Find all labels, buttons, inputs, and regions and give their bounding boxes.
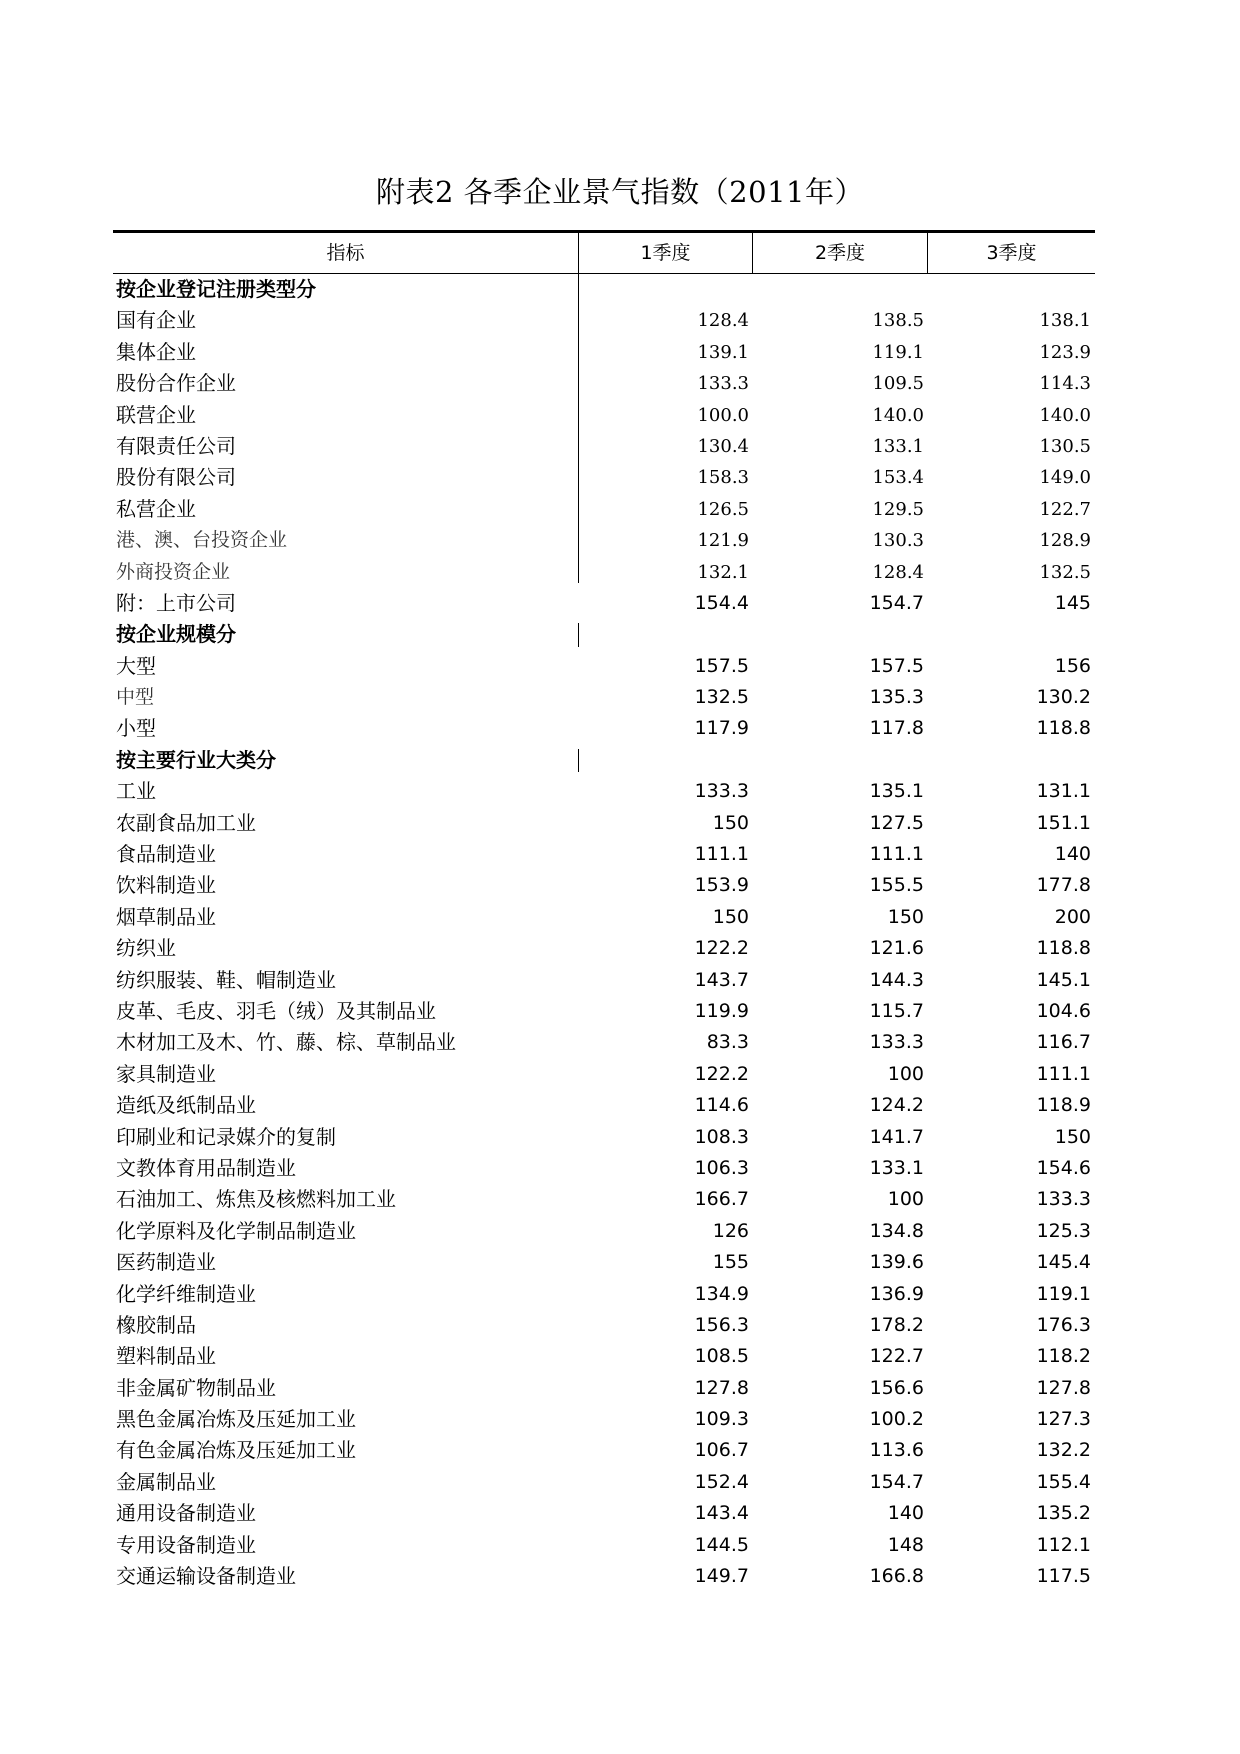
cell-q1: 154.4 — [694, 591, 749, 614]
column-divider — [578, 749, 579, 772]
cell-q3: 145 — [1054, 591, 1091, 614]
row-label: 家具制造业 — [116, 1061, 216, 1086]
cell-q1: 109.3 — [694, 1408, 749, 1431]
table-row — [113, 1435, 1095, 1466]
cell-q3: 140 — [1054, 843, 1091, 866]
cell-q3: 111.1 — [1036, 1062, 1091, 1085]
table-row — [113, 1153, 1095, 1184]
row-label: 有色金属冶炼及压延加工业 — [116, 1438, 356, 1463]
cell-q1: 134.9 — [694, 1282, 749, 1305]
cell-q1: 158.3 — [697, 467, 749, 489]
cell-q1: 108.5 — [694, 1345, 749, 1368]
row-label: 港、澳、台投资企业 — [116, 529, 288, 552]
table-row — [113, 651, 1095, 682]
cell-q1: 117.9 — [694, 717, 749, 740]
row-label: 工业 — [116, 779, 156, 804]
cell-q3: 130.5 — [1039, 435, 1091, 457]
row-label: 医药制造业 — [116, 1250, 216, 1275]
cell-q1: 106.3 — [694, 1156, 749, 1179]
cell-q2 — [757, 619, 924, 650]
cell-q1: 122.2 — [694, 1062, 749, 1085]
cell-q1: 149.7 — [694, 1565, 749, 1588]
row-label: 化学纤维制造业 — [116, 1281, 256, 1306]
table-row — [113, 965, 1095, 996]
section-row — [113, 745, 1095, 776]
table-row — [113, 557, 1095, 588]
cell-q2: 122.7 — [869, 1345, 924, 1368]
table-row — [113, 1561, 1095, 1592]
header-q2: 2季度 — [814, 242, 866, 264]
table-row — [113, 525, 1095, 556]
cell-q1: 111.1 — [694, 843, 749, 866]
table-row — [113, 1310, 1095, 1341]
cell-q1: 100.0 — [697, 404, 749, 426]
cell-q3: 145.1 — [1036, 968, 1091, 991]
section-row — [113, 619, 1095, 650]
row-label: 金属制品业 — [116, 1469, 216, 1494]
row-label: 化学原料及化学制品制造业 — [116, 1218, 356, 1243]
section-label: 按企业登记注册类型分 — [116, 277, 316, 301]
row-label: 食品制造业 — [116, 842, 216, 867]
cell-q2: 111.1 — [869, 843, 924, 866]
cell-q2: 133.1 — [872, 435, 924, 457]
table-row — [113, 431, 1095, 462]
table-row — [113, 1027, 1095, 1058]
cell-q2: 127.5 — [869, 811, 924, 834]
row-label: 外商投资企业 — [116, 560, 231, 583]
cell-q1: 143.4 — [694, 1502, 749, 1525]
cell-q2: 136.9 — [869, 1282, 924, 1305]
table-row — [113, 1404, 1095, 1435]
row-label: 造纸及纸制品业 — [116, 1093, 256, 1118]
section-label: 按主要行业大类分 — [116, 747, 276, 772]
cell-q2 — [757, 745, 924, 776]
cell-q2: 139.6 — [869, 1251, 924, 1274]
row-label: 专用设备制造业 — [116, 1532, 256, 1557]
row-label: 印刷业和记录媒介的复制 — [116, 1124, 336, 1149]
cell-q1: 121.9 — [697, 530, 749, 552]
cell-q3: 130.2 — [1036, 686, 1091, 709]
table-row — [113, 1090, 1095, 1121]
cell-q1: 126 — [712, 1219, 749, 1242]
cell-q2: 140.0 — [872, 404, 924, 426]
cell-q2: 100 — [887, 1188, 924, 1211]
cell-q3: 200 — [1054, 905, 1091, 928]
table-row — [113, 1216, 1095, 1247]
cell-q1: 114.6 — [694, 1094, 749, 1117]
cell-q1: 150 — [712, 905, 749, 928]
row-label: 国有企业 — [116, 308, 196, 333]
cell-q1: 133.3 — [697, 373, 749, 395]
row-label: 塑料制品业 — [116, 1344, 216, 1369]
cell-q3: 118.9 — [1036, 1094, 1091, 1117]
cell-q1: 150 — [712, 811, 749, 834]
row-label: 股份合作企业 — [116, 371, 236, 396]
table-row — [113, 682, 1095, 713]
row-label: 文教体育用品制造业 — [116, 1155, 296, 1180]
cell-q1: 128.4 — [697, 310, 749, 332]
section-row — [113, 274, 1095, 305]
cell-q3: 118.8 — [1036, 717, 1091, 740]
table-row — [113, 588, 1095, 619]
cell-q3: 119.1 — [1036, 1282, 1091, 1305]
cell-q3: 118.8 — [1036, 937, 1091, 960]
cell-q3: 128.9 — [1039, 530, 1091, 552]
row-label: 黑色金属冶炼及压延加工业 — [116, 1407, 356, 1432]
cell-q1: 126.5 — [697, 498, 749, 520]
cell-q3: 114.3 — [1039, 373, 1091, 395]
cell-q1: 152.4 — [694, 1470, 749, 1493]
cell-q2: 140 — [887, 1502, 924, 1525]
cell-q2: 119.1 — [872, 341, 924, 363]
cell-q1: 106.7 — [694, 1439, 749, 1462]
cell-q3: 156 — [1054, 654, 1091, 677]
cell-q2: 117.8 — [869, 717, 924, 740]
cell-q2: 156.6 — [869, 1376, 924, 1399]
cell-q2: 153.4 — [872, 467, 924, 489]
cell-q1 — [583, 745, 749, 776]
row-label: 附：上市公司 — [116, 590, 236, 615]
cell-q2: 133.1 — [869, 1156, 924, 1179]
table-row — [113, 1279, 1095, 1310]
cell-q3: 155.4 — [1036, 1470, 1091, 1493]
table-row — [113, 494, 1095, 525]
cell-q3: 123.9 — [1039, 341, 1091, 363]
cell-q2 — [757, 274, 924, 305]
table-body — [113, 274, 1095, 1592]
cell-q3 — [931, 745, 1091, 776]
cell-q2: 138.5 — [872, 310, 924, 332]
header-q3: 3季度 — [986, 242, 1037, 264]
cell-q2: 135.1 — [869, 780, 924, 803]
row-label: 小型 — [116, 716, 156, 741]
cell-q2: 129.5 — [872, 498, 924, 520]
cell-q1: 132.5 — [694, 686, 749, 709]
cell-q3: 149.0 — [1039, 467, 1091, 489]
cell-q1: 119.9 — [694, 999, 749, 1022]
cell-q1: 143.7 — [694, 968, 749, 991]
table-header — [113, 233, 1095, 274]
row-label: 饮料制造业 — [116, 873, 216, 898]
cell-q1: 144.5 — [694, 1533, 749, 1556]
cell-q3: 125.3 — [1036, 1219, 1091, 1242]
cell-q2: 133.3 — [869, 1031, 924, 1054]
cell-q2: 148 — [887, 1533, 924, 1556]
cell-q3 — [931, 274, 1091, 305]
cell-q1: 153.9 — [694, 874, 749, 897]
header-indicator: 指标 — [326, 242, 365, 264]
table-row — [113, 1530, 1095, 1561]
cell-q1: 166.7 — [694, 1188, 749, 1211]
table-row — [113, 400, 1095, 431]
cell-q2: 130.3 — [872, 530, 924, 552]
cell-q1: 157.5 — [694, 654, 749, 677]
cell-q2: 154.7 — [869, 591, 924, 614]
cell-q2: 178.2 — [869, 1313, 924, 1336]
cell-q1: 156.3 — [694, 1313, 749, 1336]
cell-q3: 131.1 — [1036, 780, 1091, 803]
cell-q1: 133.3 — [694, 780, 749, 803]
table-row — [113, 1498, 1095, 1529]
page-title: 附表2 各季企业景气指数（2011年） — [376, 175, 864, 209]
table-row — [113, 1184, 1095, 1215]
cell-q3: 132.2 — [1036, 1439, 1091, 1462]
cell-q3: 151.1 — [1036, 811, 1091, 834]
cell-q2: 113.6 — [869, 1439, 924, 1462]
cell-q1: 83.3 — [706, 1031, 749, 1054]
header-q1: 1季度 — [640, 242, 691, 264]
cell-q2: 109.5 — [872, 373, 924, 395]
cell-q2: 144.3 — [869, 968, 924, 991]
cell-q3: 135.2 — [1036, 1502, 1091, 1525]
row-label: 皮革、毛皮、羽毛（绒）及其制品业 — [116, 998, 436, 1023]
table-row — [113, 1373, 1095, 1404]
cell-q3: 116.7 — [1036, 1031, 1091, 1054]
cell-q3: 140.0 — [1039, 404, 1091, 426]
cell-q2: 124.2 — [869, 1094, 924, 1117]
cell-q1 — [583, 619, 749, 650]
row-label: 联营企业 — [116, 402, 196, 427]
row-label: 纺织服装、鞋、帽制造业 — [116, 967, 336, 992]
table-row — [113, 1059, 1095, 1090]
table-row — [113, 1122, 1095, 1153]
table-row — [113, 713, 1095, 744]
row-label: 私营企业 — [116, 496, 196, 521]
row-label: 农副食品加工业 — [116, 810, 256, 835]
cell-q2: 150 — [887, 905, 924, 928]
cell-q2: 115.7 — [869, 999, 924, 1022]
table-row — [113, 337, 1095, 368]
cell-q3: 154.6 — [1036, 1156, 1091, 1179]
cell-q3: 145.4 — [1036, 1251, 1091, 1274]
cell-q1: 139.1 — [697, 341, 749, 363]
row-label: 中型 — [116, 686, 155, 709]
cell-q3: 150 — [1054, 1125, 1091, 1148]
row-label: 石油加工、炼焦及核燃料加工业 — [116, 1187, 396, 1212]
cell-q3: 112.1 — [1036, 1533, 1091, 1556]
cell-q1: 130.4 — [697, 435, 749, 457]
row-label: 交通运输设备制造业 — [116, 1564, 296, 1589]
cell-q1: 127.8 — [694, 1376, 749, 1399]
table-row — [113, 1341, 1095, 1372]
row-label: 橡胶制品 — [116, 1312, 196, 1337]
row-label: 非金属矿物制品业 — [116, 1375, 276, 1400]
row-label: 股份有限公司 — [116, 465, 236, 490]
table-row — [113, 933, 1095, 964]
cell-q1: 132.1 — [697, 561, 749, 583]
cell-q3: 127.8 — [1036, 1376, 1091, 1399]
table-row — [113, 808, 1095, 839]
cell-q2: 128.4 — [872, 561, 924, 583]
row-label: 烟草制品业 — [116, 904, 216, 929]
cell-q2: 121.6 — [869, 937, 924, 960]
row-label: 通用设备制造业 — [116, 1501, 256, 1526]
cell-q3: 127.3 — [1036, 1408, 1091, 1431]
table-row — [113, 1467, 1095, 1498]
table-row — [113, 368, 1095, 399]
table-row — [113, 305, 1095, 336]
cell-q3: 133.3 — [1036, 1188, 1091, 1211]
cell-q3 — [931, 619, 1091, 650]
cell-q2: 157.5 — [869, 654, 924, 677]
index-table — [113, 230, 1095, 1592]
cell-q2: 155.5 — [869, 874, 924, 897]
cell-q2: 135.3 — [869, 686, 924, 709]
row-label: 木材加工及木、竹、藤、棕、草制品业 — [116, 1030, 456, 1055]
cell-q3: 122.7 — [1039, 498, 1091, 520]
table-row — [113, 870, 1095, 901]
cell-q2: 100.2 — [869, 1408, 924, 1431]
cell-q2: 134.8 — [869, 1219, 924, 1242]
row-label: 纺织业 — [116, 936, 176, 961]
table-row — [113, 839, 1095, 870]
cell-q1 — [583, 274, 749, 305]
column-divider — [578, 623, 579, 646]
column-divider — [578, 274, 579, 583]
cell-q1: 122.2 — [694, 937, 749, 960]
cell-q3: 138.1 — [1039, 310, 1091, 332]
table-row — [113, 1247, 1095, 1278]
cell-q3: 176.3 — [1036, 1313, 1091, 1336]
cell-q1: 155 — [712, 1251, 749, 1274]
cell-q2: 166.8 — [869, 1565, 924, 1588]
cell-q2: 100 — [887, 1062, 924, 1085]
table-row — [113, 996, 1095, 1027]
table-row — [113, 902, 1095, 933]
cell-q3: 117.5 — [1036, 1565, 1091, 1588]
section-label: 按企业规模分 — [116, 622, 236, 647]
table-row — [113, 462, 1095, 493]
cell-q1: 108.3 — [694, 1125, 749, 1148]
cell-q3: 132.5 — [1039, 561, 1091, 583]
row-label: 大型 — [116, 653, 156, 678]
cell-q3: 118.2 — [1036, 1345, 1091, 1368]
row-label: 有限责任公司 — [116, 433, 236, 458]
cell-q2: 141.7 — [869, 1125, 924, 1148]
table-row — [113, 776, 1095, 807]
cell-q3: 104.6 — [1036, 999, 1091, 1022]
cell-q2: 154.7 — [869, 1470, 924, 1493]
row-label: 集体企业 — [116, 339, 196, 364]
cell-q3: 177.8 — [1036, 874, 1091, 897]
